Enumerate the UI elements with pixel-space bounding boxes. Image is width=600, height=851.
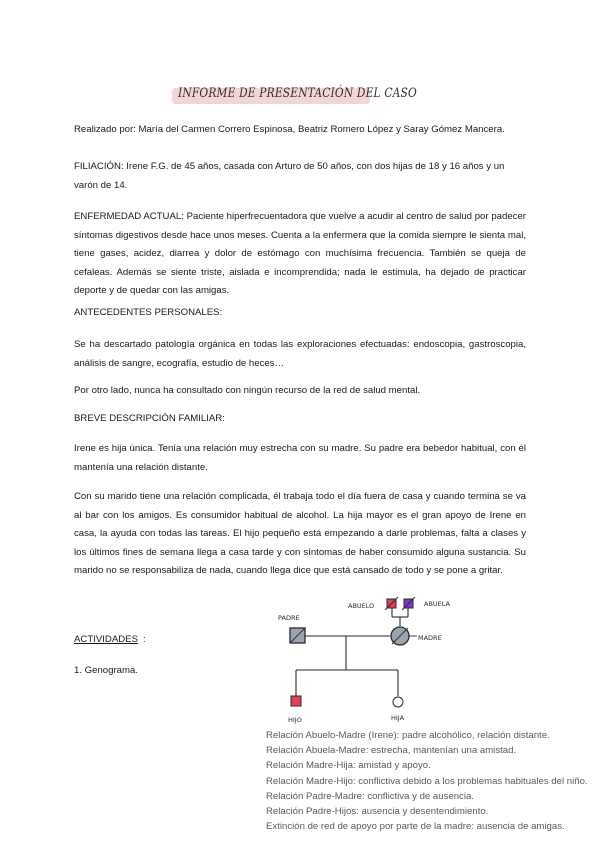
legend-item-padre-hijos: Relación Padre-Hijos: ausencia y desentendimiento. [266, 806, 489, 818]
actividades-heading-wrap [74, 634, 138, 645]
hija-symbol [393, 697, 403, 707]
label-abuela: ABUELA [424, 600, 450, 608]
abuelo-symbol [385, 597, 398, 610]
label-hija: HIJA [391, 714, 405, 722]
actividades-heading: ACTIVIDADES [74, 634, 138, 645]
padre-symbol [290, 628, 305, 643]
legend-item-madre-hijo: Relación Madre-Hijo: conflictiva debido a los problemas habituales del niño. [266, 775, 588, 787]
label-padre: PADRE [278, 614, 300, 622]
antecedentes-paragraph-1: Se ha descartado patología orgánica en todas las exploraciones efectuadas: endoscopia, gastroscopia, análisis de sangre, ecografía, estudio de heces… [74, 339, 526, 369]
page-title: INFORME DE PRESENTACIÓN DEL CASO [178, 86, 417, 101]
hijo-symbol [291, 696, 301, 706]
antecedentes-heading: ANTECEDENTES PERSONALES: [74, 307, 223, 318]
familiar-paragraph-1: Irene es hija única. Tenía una relación muy estrecha con su madre. Su padre era bebedor habitual, con él mantenía una relación distante. [74, 443, 526, 473]
authors-line: Realizado por: María del Carmen Correro Espinosa, Beatriz Romero López y Saray Gómez Mancera. [74, 124, 505, 135]
genogram-legend [266, 728, 596, 834]
filiacion-paragraph: FILIACIÓN: Irene F.G. de 45 años, casada con Arturo de 50 años, con dos hijas de 18 y 16 años y un varón de 14. [74, 161, 505, 191]
label-madre: MADRE [418, 634, 442, 642]
legend-item-padre-madre: Relación Padre-Madre: conflictiva y de ausencia. [266, 790, 474, 802]
familiar-heading: BREVE DESCRIPCIÓN FAMILIAR: [74, 413, 225, 424]
abuela-symbol [402, 597, 415, 610]
legend-item-abuela-madre: Relación Abuela-Madre: estrecha, mantenían una amistad. [266, 745, 517, 757]
enfermedad-paragraph: ENFERMEDAD ACTUAL: Paciente hiperfrecuentadora que vuelve a acudir al centro de salud por padecer síntomas digestivos desde hace unos meses. Cuenta a la enfermera que la comida siempre le sienta mal, tiene gases, acidez, diarrea y dolor de estómago con muchísima frecuencia. También se queja de cefaleas. Además se siente triste, aislada e incomprendida; nada le estimula, ha dejado de practicar deporte y de quedar con las amigas. [74, 211, 526, 296]
legend-item-abuelo-madre: Relación Abuelo-Madre (Irene): padre alcohólico, relación distante. [266, 730, 550, 741]
title-block [172, 82, 417, 108]
familiar-paragraph-2: Con su marido tiene una relación complicada, él trabaja todo el día fuera de casa y cuando termina se va al bar con los amigos. Es consumidor habitual de alcohol. La hija mayor es el gran apoyo de Irene en casa, la ayuda con todas las tareas. El hijo pequeño está empezando a darle problemas, falta a clases y los últimos fines de semana llega a casa tarde y con síntomas de haber consumido alguna sustancia. Su marido no se responsabiliza de nada, cuando llega dice que está cansado de todo y se pone a gritar. [74, 491, 526, 576]
actividad-item-1: 1. Genograma. [74, 665, 138, 676]
legend-item-madre-hija: Relación Madre-Hija: amistad y apoyo. [266, 760, 431, 772]
actividades-colon: : [143, 634, 146, 645]
label-hijo: HIJO [288, 716, 302, 724]
label-abuelo: ABUELO [348, 602, 375, 610]
legend-item-red-apoyo: Extinción de red de apoyo por parte de la madre: ausencia de amigas. [266, 821, 565, 833]
madre-symbol [391, 627, 417, 645]
antecedentes-paragraph-2: Por otro lado, nunca ha consultado con ningún recurso de la red de salud mental. [74, 385, 421, 396]
